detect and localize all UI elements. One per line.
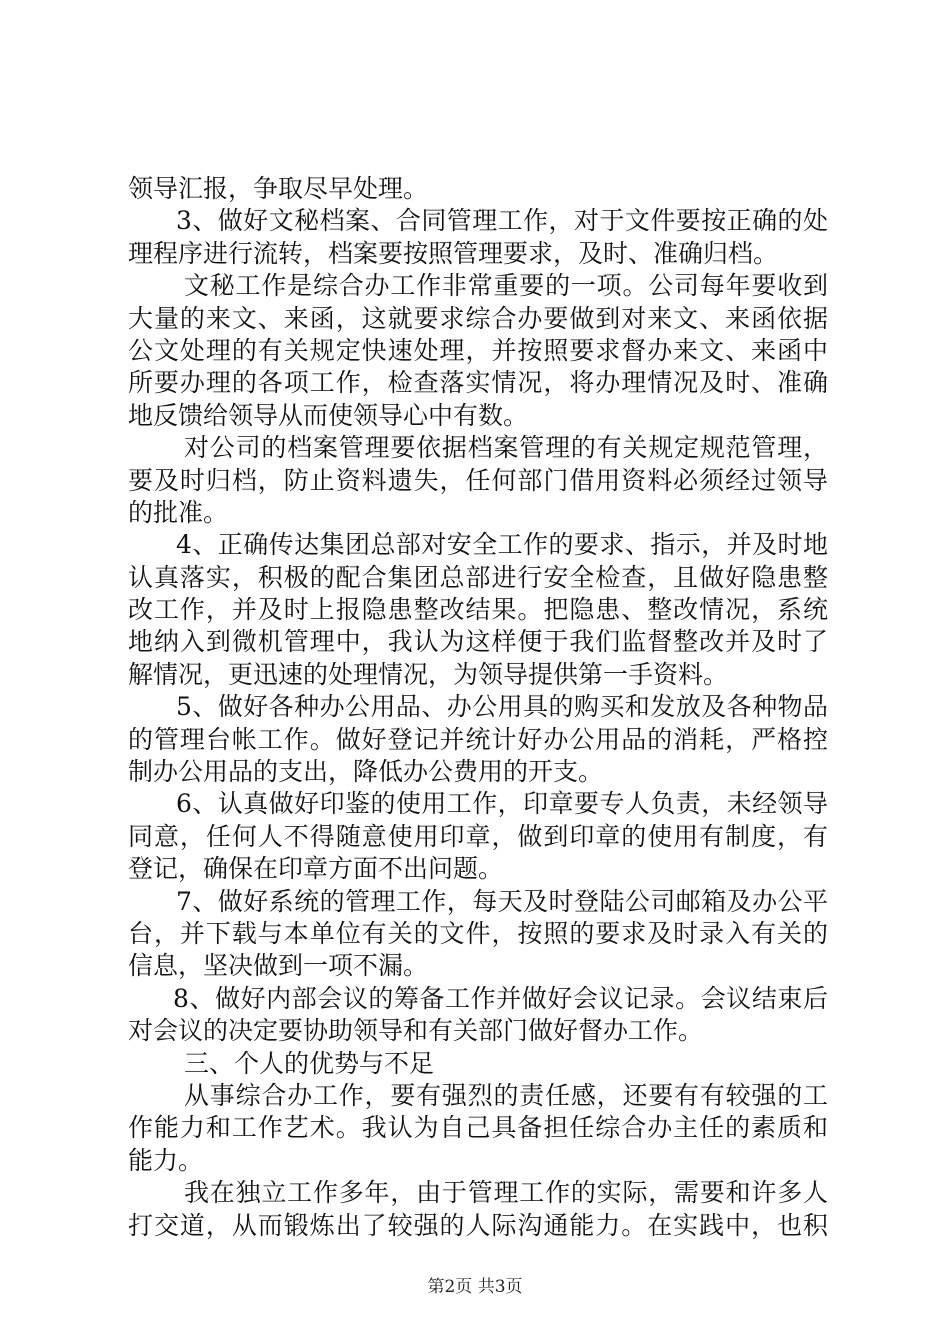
text-line: 打交道，从而锻炼出了较强的人际沟通能力。在实践中，也积	[128, 1210, 828, 1240]
text-line: 的管理台帐工作。做好登记并统计好办公用品的消耗，严格控	[128, 724, 828, 754]
text-line: 能力。	[128, 1145, 204, 1175]
text-line: 作能力和工作艺术。我认为自己具备担任综合办主任的素质和	[128, 1113, 828, 1143]
text-line: 解情况，更迅速的处理情况，为领导提供第一手资料。	[128, 659, 729, 689]
text-line: 认真落实，积极的配合集团总部进行安全检查，且做好隐患整	[128, 562, 828, 592]
text-line: 4、正确传达集团总部对安全工作的要求、指示，并及时地	[176, 530, 828, 560]
text-line: 制办公用品的支出，降低办公费用的开支。	[128, 757, 604, 787]
text-line: 8、做好内部会议的筹备工作并做好会议记录。会议结束后	[173, 983, 828, 1013]
text-line: 大量的来文、来函，这就要求综合办要做到对来文、来函依据	[128, 303, 828, 333]
text-line: 三、个人的优势与不足	[184, 1048, 435, 1078]
text-line: 地纳入到微机管理中，我认为这样便于我们监督整改并及时了	[128, 627, 828, 657]
text-line: 5、做好各种办公用品、办公用具的购买和发放及各种物品	[176, 692, 828, 722]
text-line: 信息，坚决做到一项不漏。	[128, 951, 429, 981]
text-line: 登记，确保在印章方面不出问题。	[128, 854, 504, 884]
text-line: 同意，任何人不得随意使用印章，做到印章的使用有制度，有	[128, 821, 828, 851]
text-line: 理程序进行流转，档案要按照管理要求，及时、准确归档。	[128, 238, 779, 268]
text-line: 对会议的决定要协助领导和有关部门做好督办工作。	[128, 1016, 704, 1046]
text-line: 从事综合办工作，要有强烈的责任感，还要有有较强的工	[184, 1080, 828, 1110]
text-line: 改工作，并及时上报隐患整改结果。把隐患、整改情况，系统	[128, 595, 828, 625]
text-line: 要及时归档，防止资料遗失，任何部门借用资料必须经过领导	[128, 465, 828, 495]
text-line: 3、做好文秘档案、合同管理工作，对于文件要按正确的处	[176, 206, 828, 236]
text-line: 台，并下载与本单位有关的文件，按照的要求及时录入有关的	[128, 918, 828, 948]
text-line: 6、认真做好印鉴的使用工作，印章要专人负责，未经领导	[176, 789, 828, 819]
text-line: 对公司的档案管理要依据档案管理的有关规定规范管理，	[184, 433, 828, 463]
text-line: 的批准。	[128, 497, 229, 527]
text-line: 文秘工作是综合办工作非常重要的一项。公司每年要收到	[184, 271, 828, 301]
text-line: 领导汇报，争取尽早处理。	[128, 174, 429, 203]
page-footer	[0, 1272, 950, 1297]
document-body	[128, 173, 828, 1242]
text-line: 公文处理的有关规定快速处理，并按照要求督办来文、来函中	[128, 335, 828, 365]
text-line: 地反馈给领导从而使领导心中有数。	[128, 400, 529, 430]
text-line: 7、做好系统的管理工作，每天及时登陆公司邮箱及办公平	[176, 886, 828, 916]
page-number-label: 第2页 共3页	[427, 1277, 523, 1297]
text-line: 我在独立工作多年，由于管理工作的实际，需要和许多人	[184, 1178, 828, 1208]
text-line: 所要办理的各项工作，检查落实情况，将办理情况及时、准确	[128, 368, 828, 398]
